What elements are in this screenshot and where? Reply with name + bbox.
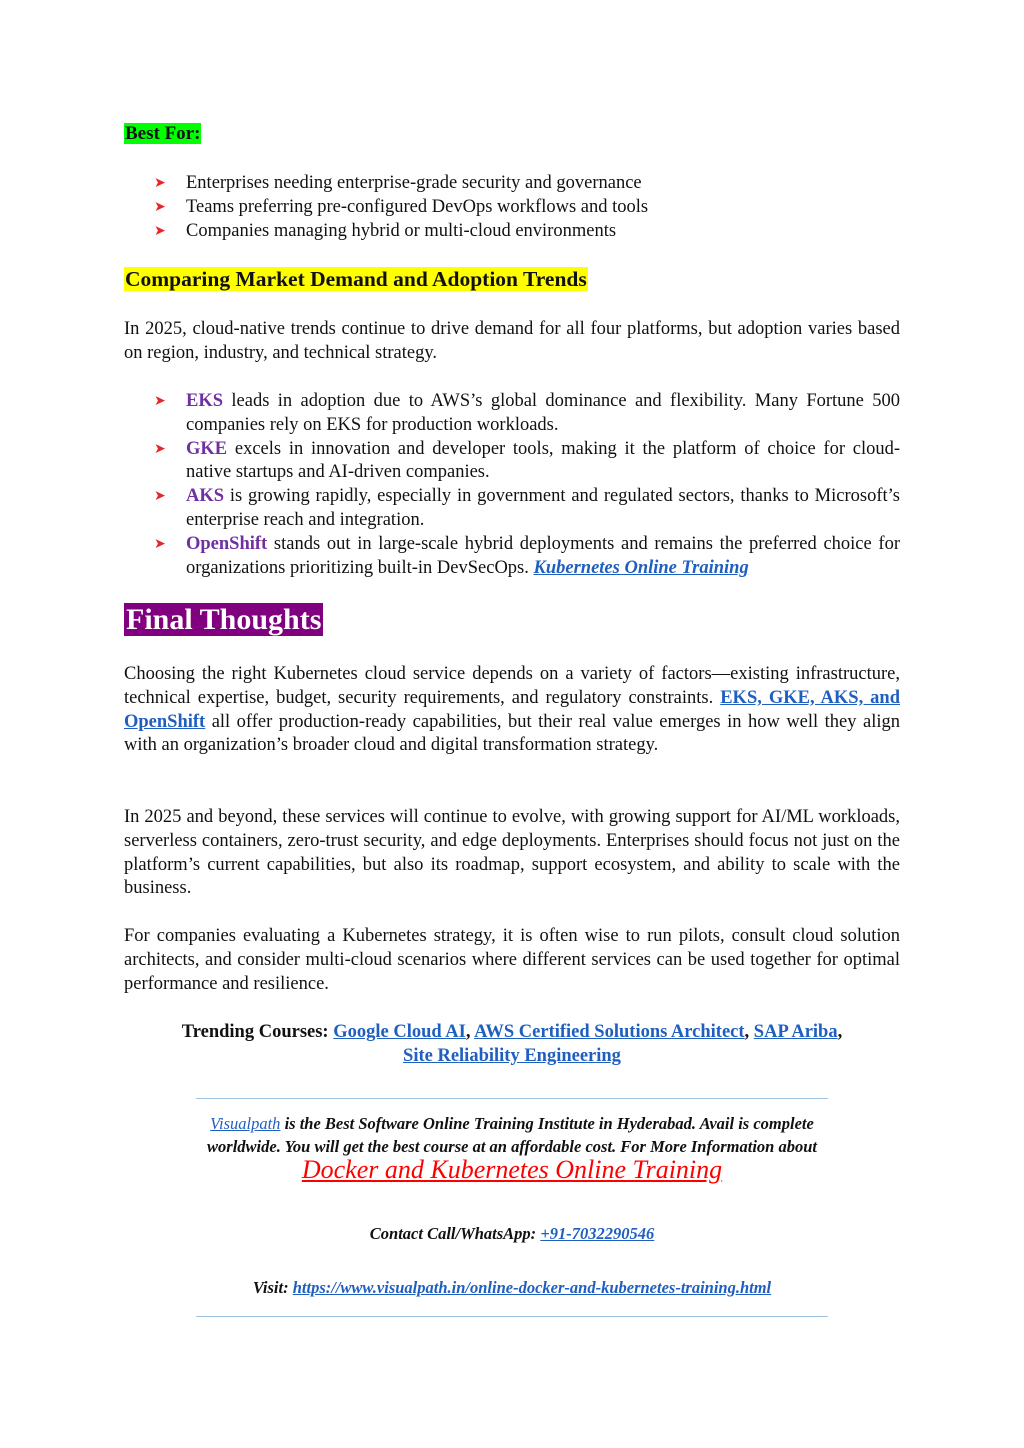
- list-item: [154, 172, 900, 196]
- platform-name: OpenShift: [186, 533, 268, 554]
- paragraph-text: Choosing the right Kubernetes cloud service depends on a variety of factors—existing infrastructure, technical expertise, budget, security requirements, and regulatory constraints.: [124, 664, 900, 708]
- footer-contact: [196, 1222, 828, 1245]
- platform-description: is growing rapidly, especially in government and regulated sectors, thanks to Microsoft’s enterprise reach and integration.: [186, 486, 900, 530]
- platform-description: stands out in large-scale hybrid deployments and remains the preferred choice for organizations prioritizing built-in DevSecOps.: [186, 533, 900, 578]
- footer-bottom-divider: [196, 1316, 828, 1317]
- best-for-heading: [124, 123, 201, 146]
- best-for-list: [154, 172, 900, 243]
- arrow-bullet-icon: ➤: [154, 440, 166, 457]
- platform-name: AKS: [186, 486, 225, 507]
- list-item: [154, 220, 900, 244]
- footer-top-divider: [196, 1098, 828, 1099]
- separator: ,: [837, 1022, 843, 1042]
- contact-label: Contact Call/WhatsApp:: [369, 1224, 541, 1243]
- platform-description: leads in adoption due to AWS’s global dominance and flexibility. Many Fortune 500 companies rely on EKS for production workloads.: [186, 391, 900, 435]
- list-item: [154, 438, 900, 486]
- kubernetes-training-link[interactable]: Kubernetes Online Training: [533, 557, 749, 578]
- market-intro: In 2025, cloud-native trends continue to drive demand for all four platforms, but adoption varies based on region, industry, and technical strategy.: [124, 319, 900, 363]
- list-item-text: Companies managing hybrid or multi-cloud environments: [186, 220, 617, 241]
- footer-text: is the Best Software Online Training Institute in Hyderabad. Avail is complete worldwide. You will get the best course at an affordable cost. For More Information about: [207, 1114, 817, 1156]
- platform-name: GKE: [186, 438, 228, 459]
- visit-label: Visit:: [252, 1278, 293, 1297]
- arrow-bullet-icon: ➤: [154, 222, 166, 239]
- list-item: [154, 485, 900, 533]
- separator: ,: [465, 1022, 475, 1042]
- final-paragraph-1: [124, 663, 900, 758]
- list-item: [154, 533, 900, 581]
- arrow-bullet-icon: ➤: [154, 488, 166, 505]
- platform-name: EKS: [186, 391, 224, 411]
- trending-label: Trending Courses:: [181, 1022, 334, 1042]
- docker-kubernetes-course-link[interactable]: Docker and Kubernetes Online Training: [301, 1155, 723, 1184]
- visualpath-link[interactable]: Visualpath: [210, 1114, 281, 1133]
- market-list: [154, 390, 900, 580]
- arrow-bullet-icon: ➤: [154, 175, 166, 191]
- list-item-text: Teams preferring pre-configured DevOps workflows and tools: [186, 196, 649, 217]
- platforms-link[interactable]: EKS, GKE, AKS, and OpenShift: [124, 687, 900, 732]
- paragraph-text: all offer production-ready capabilities, but their real value emerges in how well they align with an organization’s broader cloud and digital transformation strategy.: [124, 711, 900, 756]
- platform-description: excels in innovation and developer tools, making it the platform of choice for cloud-native startups and AI-driven companies.: [186, 438, 900, 483]
- course-link-google-cloud-ai[interactable]: Google Cloud AI: [333, 1022, 466, 1042]
- market-heading: [124, 267, 588, 293]
- separator: ,: [744, 1022, 754, 1042]
- final-paragraph-3: For companies evaluating a Kubernetes strategy, it is often wise to run pilots, consult cloud solution architects, and consider multi-cloud scenarios where different services can be used together for optimal performance and resilience.: [124, 926, 900, 994]
- list-item-text: Enterprises needing enterprise-grade security and governance: [186, 173, 642, 193]
- course-link-aws-architect[interactable]: AWS Certified Solutions Architect: [474, 1022, 745, 1042]
- list-item: [154, 390, 900, 438]
- final-thoughts-heading: [124, 602, 323, 638]
- footer-info: [196, 1112, 828, 1184]
- final-thoughts-heading-text: Final Thoughts: [126, 603, 322, 636]
- final-paragraph-2: In 2025 and beyond, these services will continue to evolve, with growing support for AI/ML workloads, serverless containers, zero-trust security, and edge deployments. Enterprises should focus not just on the platform’s current capabilities, but also its roadmap, support ecosystem, and ability to scale with the business.: [124, 807, 900, 899]
- best-for-heading-text: Best For:: [125, 123, 201, 144]
- course-link-sre[interactable]: Site Reliability Engineering: [403, 1046, 621, 1066]
- course-link-sap-ariba[interactable]: SAP Ariba: [753, 1022, 838, 1042]
- market-heading-text: Comparing Market Demand and Adoption Trends: [125, 267, 587, 291]
- list-item: [154, 196, 900, 220]
- footer-visit: [196, 1276, 828, 1299]
- arrow-bullet-icon: ➤: [154, 393, 166, 409]
- trending-courses: [124, 1020, 900, 1068]
- visit-url-link[interactable]: https://www.visualpath.in/online-docker-and-kubernetes-training.html: [292, 1278, 772, 1297]
- arrow-bullet-icon: ➤: [154, 535, 166, 552]
- contact-phone-link[interactable]: +91-7032290546: [540, 1224, 655, 1243]
- arrow-bullet-icon: ➤: [154, 198, 166, 215]
